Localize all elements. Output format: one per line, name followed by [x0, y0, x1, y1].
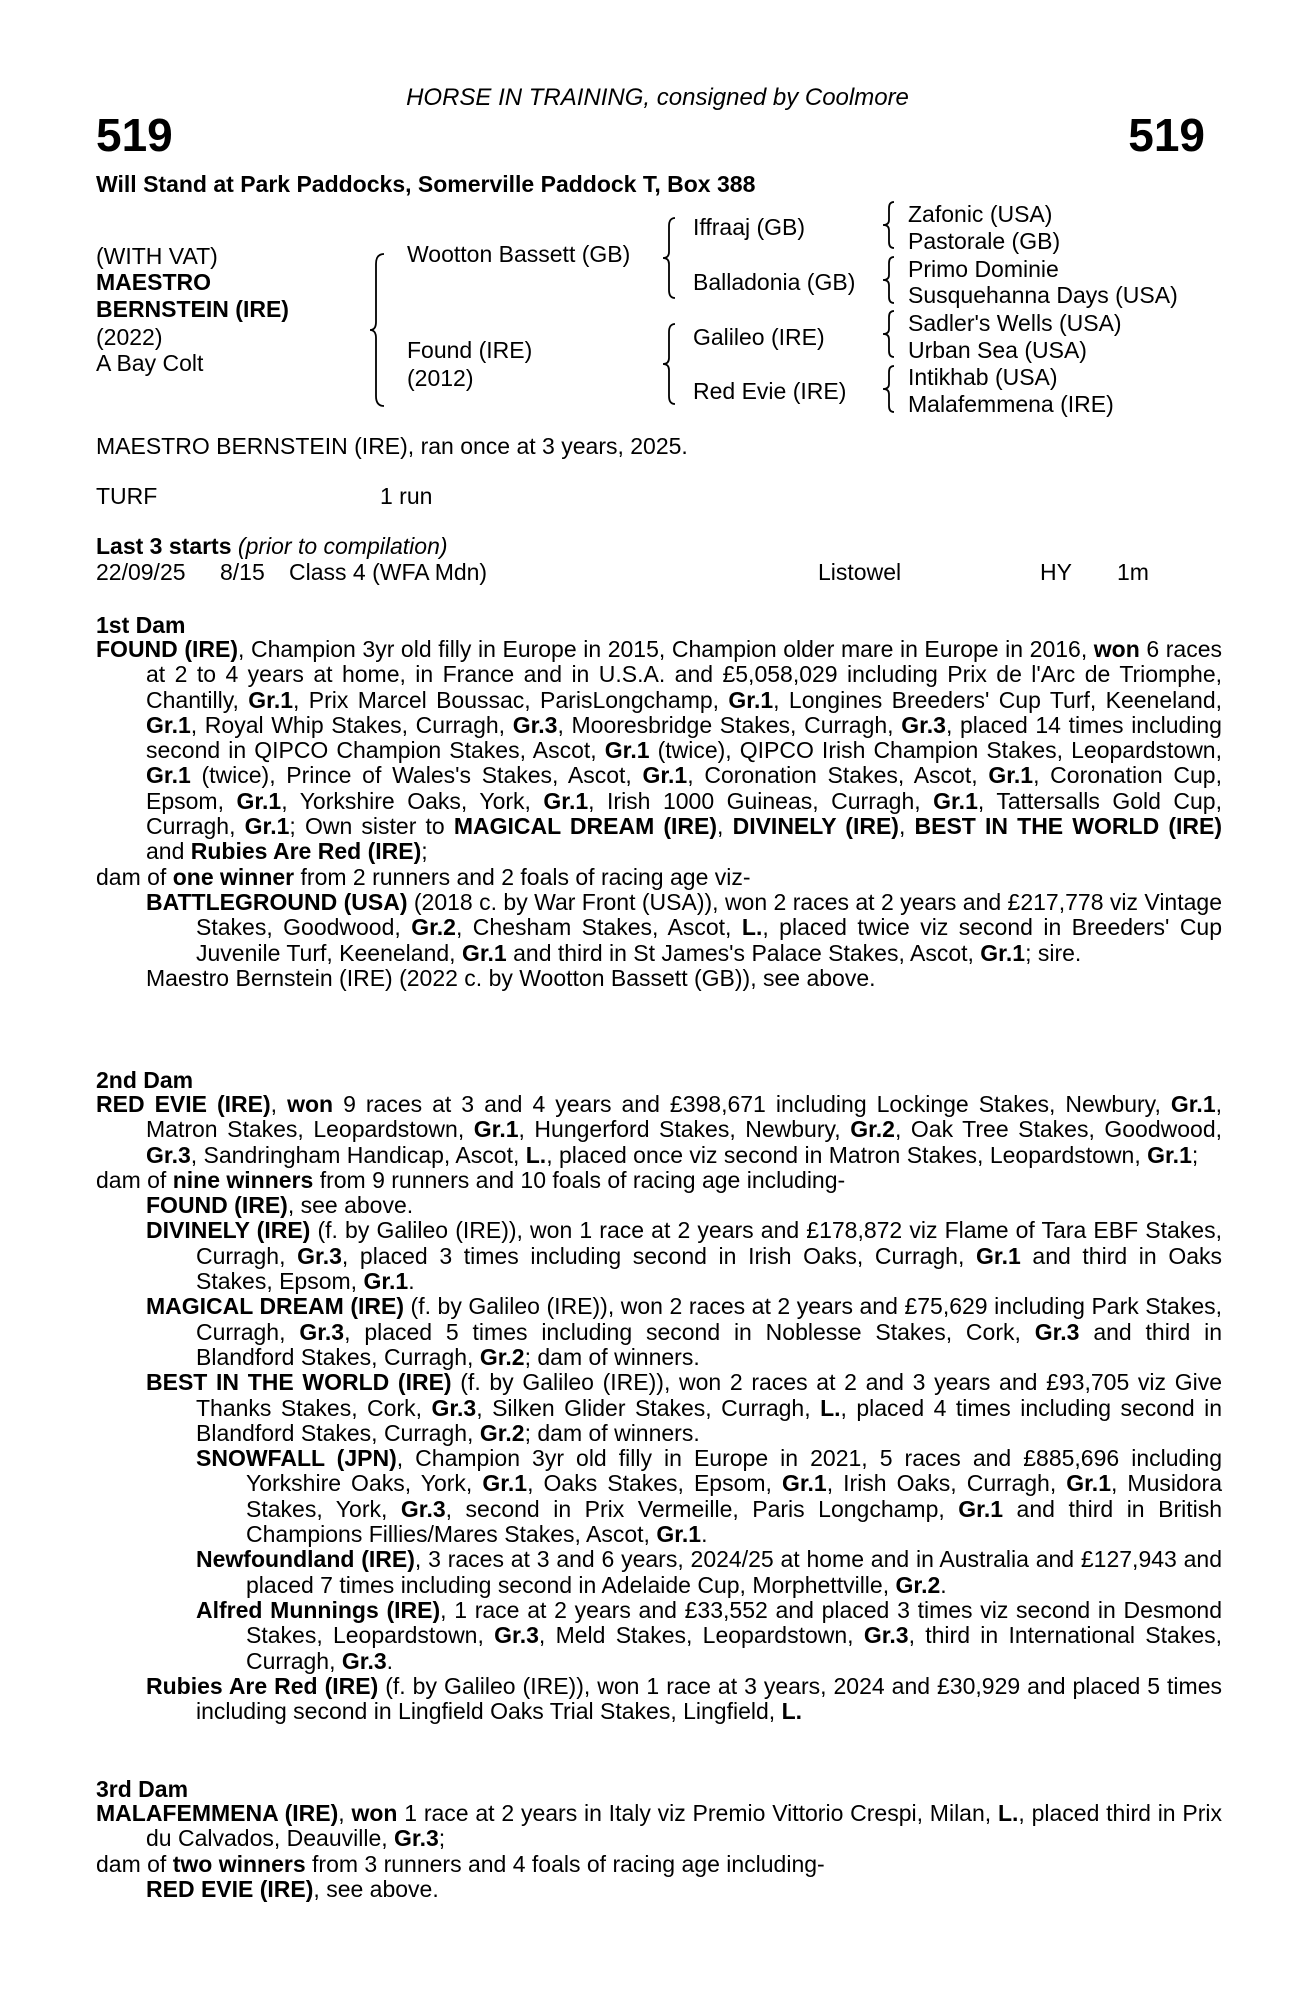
lot-number-left: 519: [96, 109, 173, 161]
pedigree-brace-dam: [663, 322, 681, 406]
second-dam-section: [96, 1092, 1222, 1724]
consignment-title: HORSE IN TRAINING, consigned by Coolmore: [406, 84, 909, 111]
second-dam-heading: 2nd Dam: [96, 1067, 194, 1093]
race-record-summary: MAESTRO BERNSTEIN (IRE), ran once at 3 years, 2025.: [96, 433, 688, 459]
pedigree-brace-dd: [882, 364, 898, 414]
pedigree-dam: Found (IRE): [407, 337, 533, 363]
horse-description: A Bay Colt: [96, 350, 204, 376]
lot-number-right: 519: [1128, 109, 1205, 161]
pedigree-dam-dam: Red Evie (IRE): [693, 378, 847, 404]
start-going: HY: [1040, 559, 1072, 585]
last-starts-heading: [96, 534, 448, 559]
third-dam-heading: 3rd Dam: [96, 1776, 189, 1802]
pedigree-brace-sd: [882, 255, 898, 305]
found-see-above: FOUND (IRE), see above.: [146, 1192, 414, 1219]
third-dam-section: [96, 1801, 1222, 1902]
pedigree-sss: Zafonic (USA): [908, 201, 1053, 227]
battleground-entry: BATTLEGROUND (USA) (2018 c. by War Front (USA)), won 2 races at 2 years and £217,778 viz Vintage Stakes, Goodwood, Gr.2, Chesham Stakes, Ascot, L., placed twice viz second in Breeders' Cup Juvenile Turf, Keeneland, Gr.1 and third in St James's Palace Stakes, Ascot, Gr.1; sire.: [146, 888, 1223, 966]
pedigree-brace-sire: [663, 216, 681, 300]
first-dam-heading: 1st Dam: [96, 612, 186, 638]
first-dam-section: [96, 637, 1222, 991]
second-dam-dam-of: dam of nine winners from 9 runners and 10 foals of racing age including-: [96, 1166, 846, 1193]
pedigree-brace-gen1: [370, 252, 392, 408]
red-evie-see-above: RED EVIE (IRE), see above.: [146, 1875, 439, 1902]
pedigree-dds: Intikhab (USA): [908, 364, 1058, 390]
found-entry: FOUND (IRE), Champion 3yr old filly in Europe in 2015, Champion older mare in Europe in 2016, won 6 races at 2 to 4 years at home, in France and in U.S.A. and £5,058,029 including Prix de l'Arc de Triomphe, Chantilly, Gr.1, Prix Marcel Boussac, ParisLongchamp, Gr.1, Longines Breeders' Cup Turf, Keeneland, Gr.1, Royal Whip Stakes, Curragh, Gr.3, Mooresbridge Stakes, Curragh, Gr.3, placed 14 times including second in QIPCO Champion Stakes, Ascot, Gr.1 (twice), QIPCO Irish Champion Stakes, Leopardstown, Gr.1 (twice), Prince of Wales's Stakes, Ascot, Gr.1, Coronation Stakes, Ascot, Gr.1, Coronation Cup, Epsom, Gr.1, Yorkshire Oaks, York, Gr.1, Irish 1000 Guineas, Curragh, Gr.1, Tattersalls Gold Cup, Curragh, Gr.1; Own sister to MAGICAL DREAM (IRE), DIVINELY (IRE), BEST IN THE WORLD (IRE) and Rubies Are Red (IRE);: [96, 636, 1222, 865]
start-distance: 1m: [1117, 559, 1149, 585]
pedigree-sdd: Susquehanna Days (USA): [908, 282, 1178, 308]
pedigree-brace-ds: [882, 309, 898, 359]
magical-dream-entry: MAGICAL DREAM (IRE) (f. by Galileo (IRE)), won 2 races at 2 years and £75,629 including Park Stakes, Curragh, Gr.3, placed 5 times including second in Noblesse Stakes, Cork, Gr.3 and third in Blandford Stakes, Curragh, Gr.2; dam of winners.: [146, 1293, 1223, 1370]
malafemmena-entry: MALAFEMMENA (IRE), won 1 race at 2 years in Italy viz Premio Vittorio Crespi, Milan, L., placed third in Prix du Calvados, Deauville, Gr.3;: [96, 1800, 1222, 1852]
pedigree-sire-sire: Iffraaj (GB): [693, 214, 806, 240]
surface-label: TURF: [96, 483, 158, 509]
first-dam-dam-of: dam of one winner from 2 runners and 2 foals of racing age viz-: [96, 863, 751, 890]
red-evie-entry: RED EVIE (IRE), won 9 races at 3 and 4 years and £398,671 including Lockinge Stakes, Newbury, Gr.1, Matron Stakes, Leopardstown, Gr.1, Hungerford Stakes, Newbury, Gr.2, Oak Tree Stakes, Goodwood, Gr.3, Sandringham Handicap, Ascot, L., placed once viz second in Matron Stakes, Leopardstown, Gr.1;: [96, 1091, 1223, 1168]
pedigree-dss: Sadler's Wells (USA): [908, 310, 1122, 336]
pedigree-sire: Wootton Bassett (GB): [407, 241, 631, 267]
pedigree-dam-year: (2012): [407, 365, 474, 391]
pedigree-ddd: Malafemmena (IRE): [908, 391, 1114, 417]
stand-location: Will Stand at Park Paddocks, Somerville Paddock T, Box 388: [96, 171, 756, 197]
divinely-entry: DIVINELY (IRE) (f. by Galileo (IRE)), won 1 race at 2 years and £178,872 viz Flame of Tara EBF Stakes, Curragh, Gr.3, placed 3 times including second in Irish Oaks, Curragh, Gr.1 and third in Oaks Stakes, Epsom, Gr.1.: [146, 1217, 1223, 1295]
runs-count: 1 run: [380, 483, 433, 509]
pedigree-dsd: Urban Sea (USA): [908, 337, 1087, 363]
third-dam-dam-of: dam of two winners from 3 runners and 4 foals of racing age including-: [96, 1850, 825, 1877]
pedigree-sds: Primo Dominie: [908, 256, 1059, 282]
start-date: 22/09/25: [96, 559, 186, 585]
start-position: 8/15: [220, 559, 265, 585]
horse-year: (2022): [96, 324, 163, 350]
best-in-the-world-entry: BEST IN THE WORLD (IRE) (f. by Galileo (IRE)), won 2 races at 2 and 3 years and £93,705 viz Give Thanks Stakes, Cork, Gr.3, Silken Glider Stakes, Curragh, L., placed 4 times including second in Blandford Stakes, Curragh, Gr.2; dam of winners.: [146, 1369, 1223, 1446]
maestro-entry: Maestro Bernstein (IRE) (2022 c. by Wootton Bassett (GB)), see above.: [146, 964, 876, 991]
pedigree-dam-sire: Galileo (IRE): [693, 324, 825, 350]
alfred-munnings-entry: Alfred Munnings (IRE), 1 race at 2 years and £33,552 and placed 3 times viz second in Desmond Stakes, Leopardstown, Gr.3, Meld Stakes, Leopardstown, Gr.3, third in International Stakes, Curragh, Gr.3.: [196, 1596, 1223, 1674]
snowfall-entry: SNOWFALL (JPN), Champion 3yr old filly in Europe in 2021, 5 races and £885,696 including Yorkshire Oaks, York, Gr.1, Oaks Stakes, Epsom, Gr.1, Irish Oaks, Curragh, Gr.1, Musidora Stakes, York, Gr.3, second in Prix Vermeille, Paris Longchamp, Gr.1 and third in British Champions Fillies/Mares Stakes, Ascot, Gr.1.: [196, 1445, 1223, 1548]
horse-name-line1: MAESTRO: [96, 269, 211, 295]
pedigree-brace-ss: [882, 200, 898, 250]
horse-name-line2: BERNSTEIN (IRE): [96, 296, 289, 322]
rubies-are-red-entry: Rubies Are Red (IRE) (f. by Galileo (IRE)), won 1 race at 3 years, 2024 and £30,929 and placed 5 times including second in Lingfield Oaks Trial Stakes, Lingfield, L.: [146, 1672, 1222, 1725]
last-starts-title: Last 3 starts: [96, 533, 232, 559]
last-starts-note: (prior to compilation): [237, 533, 448, 559]
vat-note: (WITH VAT): [96, 243, 218, 269]
start-course: Listowel: [818, 559, 902, 585]
pedigree-sire-dam: Balladonia (GB): [693, 269, 856, 295]
pedigree-ssd: Pastorale (GB): [908, 228, 1061, 254]
newfoundland-entry: Newfoundland (IRE), 3 races at 3 and 6 years, 2024/25 at home and in Australia and £127,943 and placed 7 times including second in Adelaide Cup, Morphettville, Gr.2.: [196, 1546, 1223, 1598]
start-race: Class 4 (WFA Mdn): [289, 559, 488, 585]
